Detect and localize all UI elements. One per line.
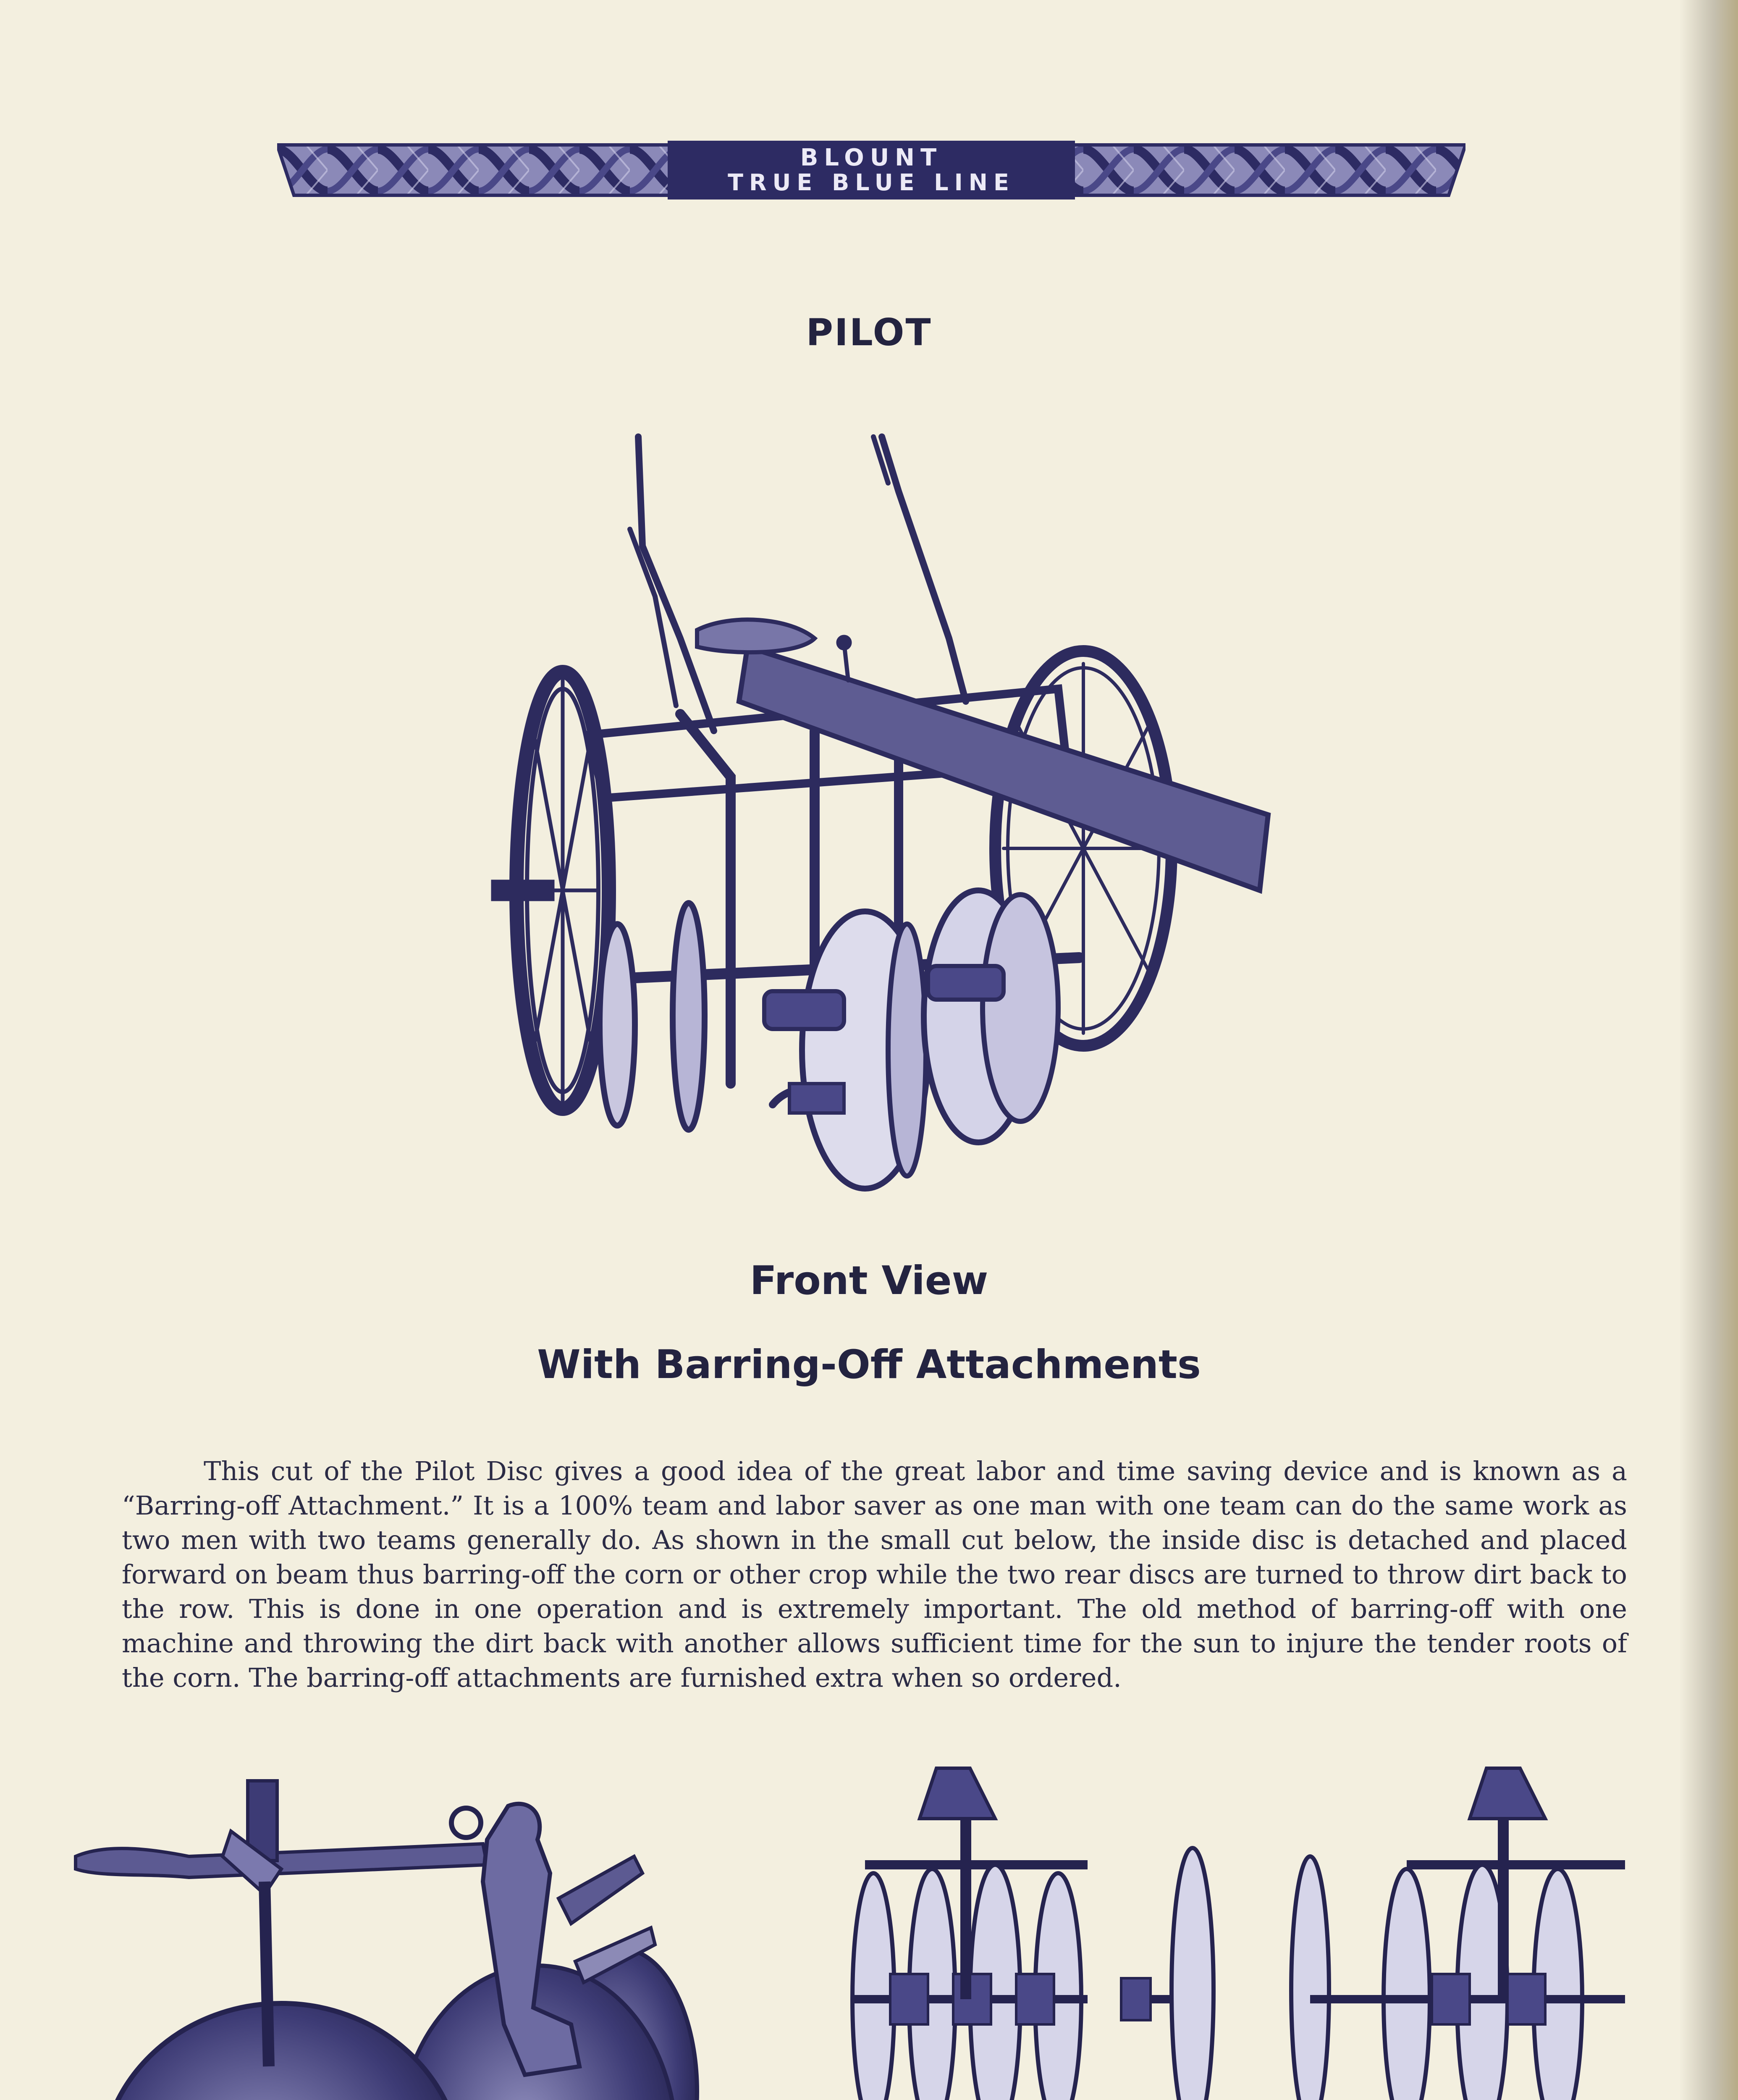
caption-front-view: Front View [750,1258,988,1304]
pilot-disc-cultivator-illustration [479,428,1277,1205]
page-heading: PILOT [806,311,932,354]
description-paragraph: This cut of the Pilot Disc gives a good idea of the great labor and time saving device and is known as a “Barring-off Attachment.” It is a 100% team and labor saver as one man with one team can do the same work as two men with two teams generally do. As shown in the small cut below, the inside disc is detached and placed forward on beam thus barring-off the corn or other crop while the two rear discs are turned to throw dirt back to the row. This is done in one operation and is extremely important. The old method of barring-off with one machine and throwing the dirt back with another allows sufficient time for the sun to injure the tender roots of the corn. The barring-off attachments are furnished extra when so ordered. [122,1456,1627,1693]
barring-off-disc-gang-illustration [63,1772,785,2100]
banner-line-2: TRUE BLUE LINE [728,169,1015,196]
brand-banner [277,141,1465,200]
banner-text [672,144,1071,196]
fallowing-disc-gangs-illustration [827,1764,1646,2100]
banner-line-1: BLOUNT [800,144,943,171]
caption-barring-off: With Barring-Off Attachments [537,1342,1201,1388]
